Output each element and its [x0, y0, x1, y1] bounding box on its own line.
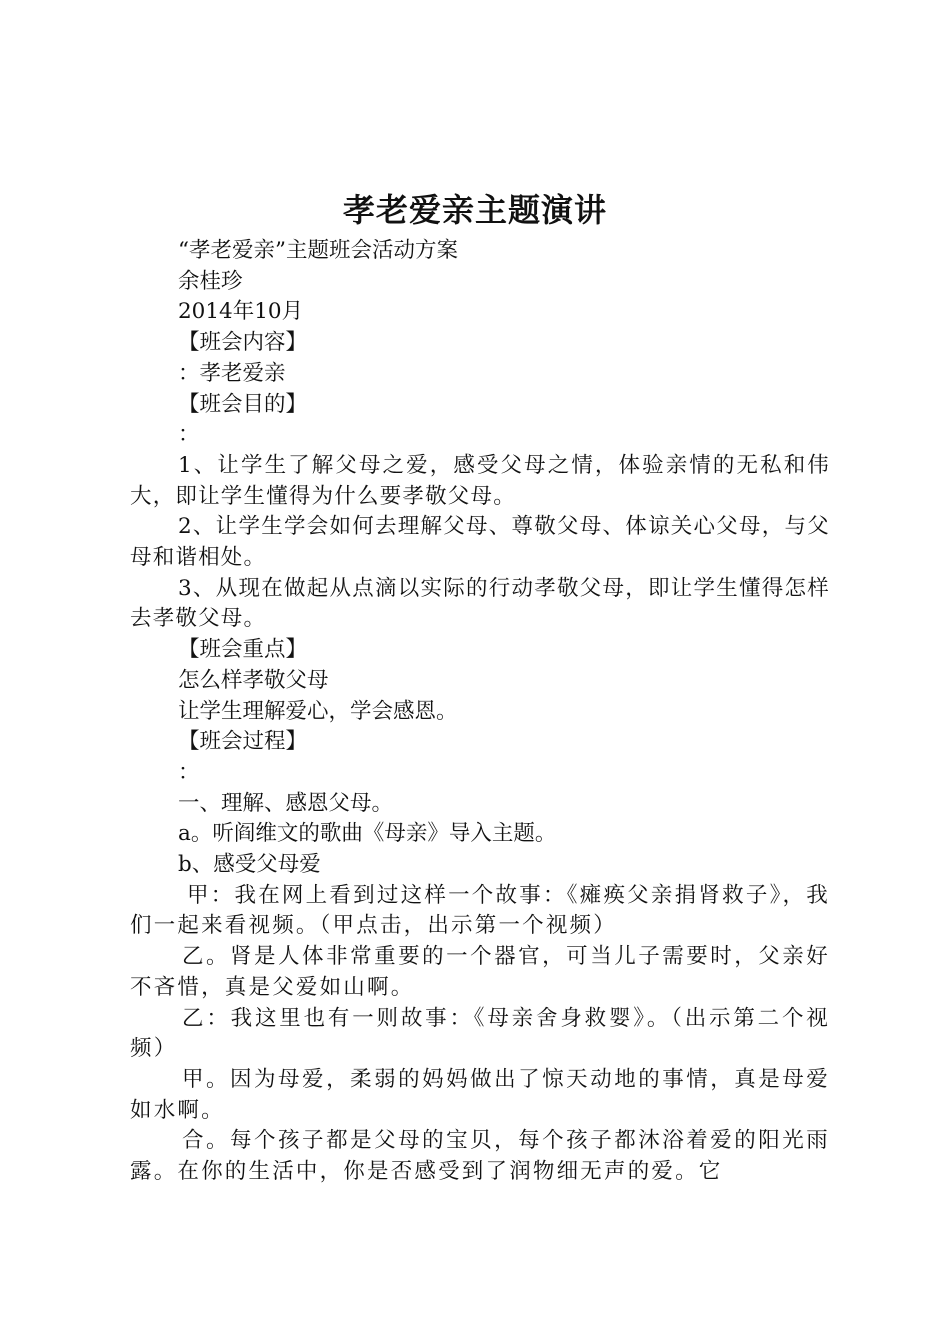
paragraph-dialogue-3: 乙：我这里也有一则故事：《母亲舍身救婴》。（出示第二个视频） [130, 1005, 830, 1062]
paragraph-colon: ： [178, 422, 200, 448]
paragraph-purpose-3: 3、从现在做起从点滴以实际的行动孝敬父母，即让学生懂得怎样去孝敬父母。 [130, 575, 830, 632]
paragraph-step-b: b、感受父母爱 [178, 852, 321, 878]
section-heading-purpose: 【班会目的】 [178, 391, 308, 417]
section-heading-content: 【班会内容】 [178, 330, 308, 356]
paragraph-purpose-2: 2、让学生学会如何去理解父母、尊敬父母、体谅关心父母，与父母和谐相处。 [130, 514, 830, 571]
paragraph-purpose-1: 1、让学生了解父母之爱，感受父母之情，体验亲情的无私和伟大，即让学生懂得为什么要孝敬父母。 [130, 452, 830, 509]
section-heading-focus: 【班会重点】 [178, 637, 308, 663]
paragraph-step-a: a。听阎维文的歌曲《母亲》导入主题。 [178, 821, 557, 847]
document-title: 孝老爱亲主题演讲 [342, 191, 607, 229]
document-body [130, 236, 830, 1188]
paragraph-dialogue-5: 合。每个孩子都是父母的宝贝，每个孩子都沐浴着爱的阳光雨露。在你的生活中，你是否感受到了润物细无声的爱。它 [130, 1128, 830, 1185]
paragraph-content: ：孝老爱亲 [178, 360, 286, 386]
paragraph-step-1: 一、理解、感恩父母。 [178, 790, 394, 816]
paragraph-author: 余桂珍 [178, 268, 243, 294]
paragraph-dialogue-1: 甲：我在网上看到过这样一个故事：《瘫痪父亲捐肾救子》，我们一起来看视频。（甲点击，出示第一个视频） [130, 882, 830, 939]
paragraph-colon-2: ： [178, 759, 200, 785]
paragraph-dialogue-4: 甲。因为母爱，柔弱的妈妈做出了惊天动地的事情，真是母爱如水啊。 [130, 1066, 830, 1123]
paragraph-subtitle: “孝老爱亲”主题班会活动方案 [178, 238, 458, 263]
paragraph-focus-1: 怎么样孝敬父母 [178, 667, 329, 693]
paragraph-focus-2: 让学生理解爱心，学会感恩。 [178, 698, 458, 724]
paragraph-dialogue-2: 乙。肾是人体非常重要的一个器官，可当儿子需要时，父亲好不吝惜，真是父爱如山啊。 [130, 944, 830, 1000]
paragraph-date: 2014年10月 [178, 299, 304, 325]
section-heading-process: 【班会过程】 [178, 729, 308, 755]
